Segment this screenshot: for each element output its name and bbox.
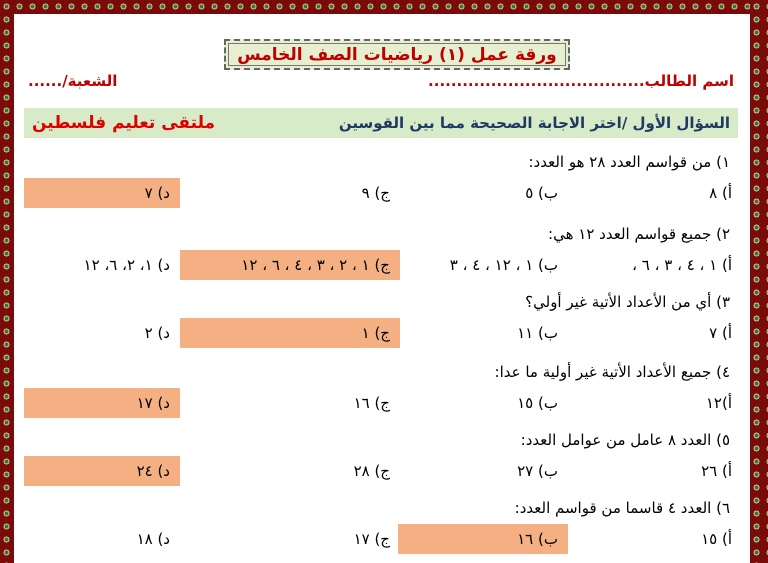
option-c-correct: ج) ١ ، ٢ ، ٣ ، ٤ ، ٦ ، ١٢: [180, 250, 400, 280]
option-d-correct: د) ٢٤: [24, 456, 180, 486]
question-text: ٤) جميع الأعداد الأتية غير أولية ما عدا:: [494, 363, 730, 381]
option-a: أ) ٧: [709, 324, 732, 342]
option-a: أ) ٢٦: [701, 462, 732, 480]
option-a: أ) ٨: [709, 184, 732, 202]
question-heading: السؤال الأول /اختر الاجابة الصحيحة مما بين القوسين: [338, 114, 730, 132]
option-d: د) ٢: [144, 324, 170, 342]
question-text: ٦) العدد ٤ قاسما من قواسم العدد:: [514, 499, 730, 517]
option-c-correct: ج) ١: [180, 318, 400, 348]
student-name-label: اسم الطالب......................................: [428, 72, 734, 90]
option-c: ج) ١٦: [353, 394, 390, 412]
option-b: ب) ١ ، ١٢ ، ٤ ، ٣: [449, 256, 558, 274]
question-header: [24, 108, 738, 138]
option-b: ب) ١١: [517, 324, 558, 342]
option-d-correct: د) ١٧: [24, 388, 180, 418]
section-label: الشعبة/......: [28, 72, 118, 90]
option-a: أ) ١ ، ٤ ، ٣ ، ٦ ،: [632, 256, 732, 274]
question-text: ٥) العدد ٨ عامل من عوامل العدد:: [520, 431, 730, 449]
option-b-correct: ب) ١٦: [398, 524, 568, 554]
option-b: ب) ٥: [525, 184, 558, 202]
worksheet-title: ورقة عمل (١) رياضيات الصف الخامس: [224, 39, 570, 70]
option-c: ج) ٩: [361, 184, 390, 202]
question-text: ٣) أي من الأعداد الأتية غير أولي؟: [525, 293, 730, 311]
decorative-border-left: [0, 0, 14, 563]
option-c: ج) ٢٨: [353, 462, 390, 480]
option-d: د) ١٨: [136, 530, 170, 548]
question-text: ١) من قواسم العدد ٢٨ هو العدد:: [528, 153, 730, 171]
option-c: ج) ١٧: [353, 530, 390, 548]
decorative-border-top: [0, 0, 768, 14]
question-text: ٢) جميع قواسم العدد ١٢ هي:: [548, 225, 730, 243]
option-a: أ)١٢: [705, 394, 732, 412]
option-b: ب) ١٥: [517, 394, 558, 412]
option-d: د) ١، ٢، ٦، ١٢: [83, 256, 170, 274]
brand-name: ملتقى تعليم فلسطين: [32, 113, 216, 133]
option-d-correct: د) ٧: [24, 178, 180, 208]
option-a: أ) ١٥: [701, 530, 732, 548]
decorative-border-right: [750, 0, 768, 563]
option-b: ب) ٢٧: [517, 462, 558, 480]
